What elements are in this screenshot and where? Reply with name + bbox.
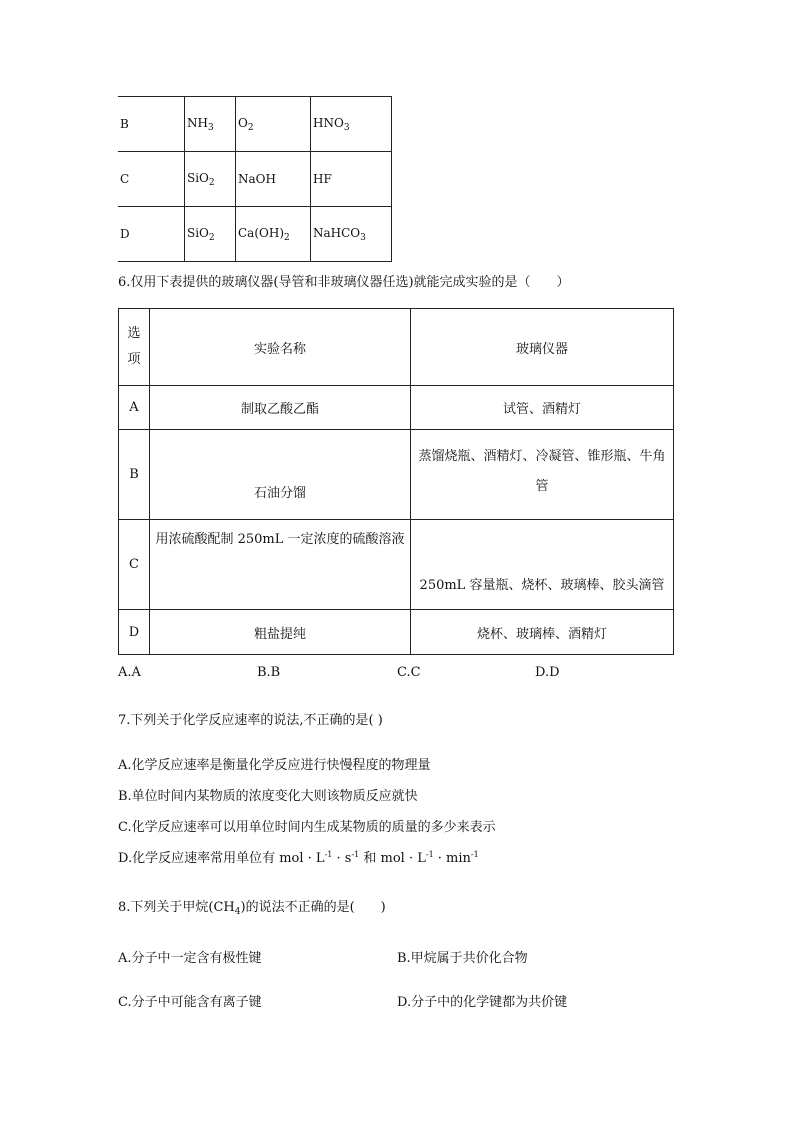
row-glass: 烧杯、玻璃棒、酒精灯	[411, 610, 674, 655]
cell: SiO$_2$	[185, 207, 236, 262]
q8-choice-d[interactable]: D.分子中的化学键都为共价键	[397, 995, 568, 1010]
row-glass: 250mL 容量瓶、烧杯、玻璃棒、胶头滴管	[411, 520, 674, 610]
table-row	[118, 152, 392, 207]
q7-choice-b[interactable]: B.单位时间内某物质的浓度变化大则该物质反应就快	[118, 789, 418, 804]
table-row	[119, 430, 674, 520]
row-label: B	[118, 97, 185, 152]
row-option: A	[119, 386, 150, 430]
q6-choice-c[interactable]: C.C	[397, 665, 421, 680]
table-header-row	[119, 309, 674, 386]
q8-choice-b[interactable]: B.甲烷属于共价化合物	[397, 951, 528, 966]
row-option: D	[119, 610, 150, 655]
table-row	[118, 207, 392, 262]
cell: $O_2$	[236, 97, 311, 152]
cell: $Ca(OH)_2$	[236, 207, 311, 262]
cell: $NH_3$	[185, 97, 236, 152]
row-name: 用浓硫酸配制 250mL 一定浓度的硫酸溶液	[150, 520, 411, 610]
question-6-stem: 6.仅用下表提供的玻璃仪器(导管和非玻璃仪器任选)就能完成实验的是（ ）	[118, 275, 570, 290]
row-label: C	[118, 152, 185, 207]
question-7-stem: 7.下列关于化学反应速率的说法,不正确的是( )	[118, 713, 383, 728]
q6-choice-a[interactable]: A.A	[118, 665, 141, 680]
cell: SiO$_2$	[185, 152, 236, 207]
table-row	[118, 97, 392, 152]
reagent-table	[118, 96, 392, 262]
header-glass: 玻璃仪器	[411, 309, 674, 386]
row-glass: 蒸馏烧瓶、酒精灯、冷凝管、锥形瓶、牛角管	[411, 430, 674, 520]
q6-choice-b[interactable]: B.B	[257, 665, 281, 680]
row-glass: 试管、酒精灯	[411, 386, 674, 430]
row-name: 粗盐提纯	[150, 610, 411, 655]
table-row	[119, 386, 674, 430]
q7-choice-a[interactable]: A.化学反应速率是衡量化学反应进行快慢程度的物理量	[118, 758, 431, 773]
q8-choice-c[interactable]: C.分子中可能含有离子键	[118, 995, 262, 1010]
cell: $HNO_3$	[311, 97, 392, 152]
q8-choice-a[interactable]: A.分子中一定含有极性键	[118, 951, 262, 966]
row-name: 石油分馏	[150, 430, 411, 520]
table-row	[119, 520, 674, 610]
q7-choice-d[interactable]: D.化学反应速率常用单位有 mol · $L^{-1} \cdot s^{-1}$ 和 mol · $L^{-1} \cdot \min^{-1}$	[118, 850, 479, 866]
row-option: B	[119, 430, 150, 520]
q7-choice-c[interactable]: C.化学反应速率可以用单位时间内生成某物质的质量的多少来表示	[118, 820, 496, 835]
q6-choice-d[interactable]: D.D	[535, 665, 560, 680]
header-option: 选 项	[119, 309, 150, 386]
row-label: D	[118, 207, 185, 262]
header-name: 实验名称	[150, 309, 411, 386]
experiment-table	[118, 308, 674, 655]
row-option: C	[119, 520, 150, 610]
cell: NaHCO$_3$	[311, 207, 392, 262]
question-8-stem: 8.下列关于甲烷$(CH_4)$的说法不正确的是( )	[118, 900, 386, 917]
row-name: 制取乙酸乙酯	[150, 386, 411, 430]
cell: HF	[311, 152, 392, 207]
cell: NaOH	[236, 152, 311, 207]
table-row	[119, 610, 674, 655]
